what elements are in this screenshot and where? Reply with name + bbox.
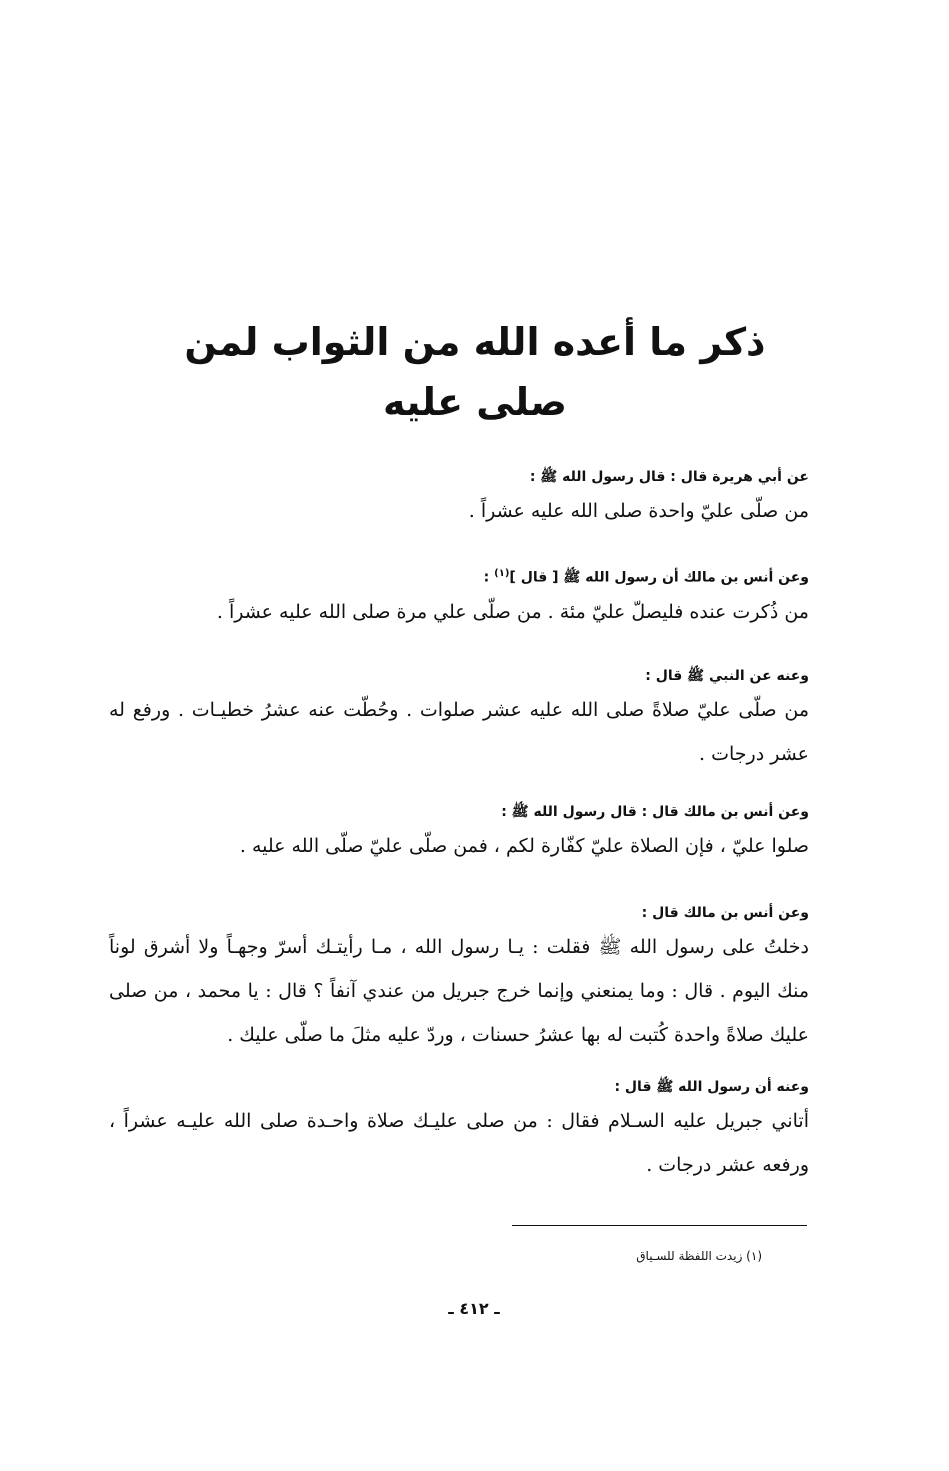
hadith-text: من صلّى عليّ صلاةً صلى الله عليه عشر صلوات . وحُطّت عنه عشرُ خطيـات . ورفع له عشر درجات .: [109, 699, 809, 765]
hadith-section-2: [109, 562, 809, 634]
intro-text: وعن أنس بن مالك أن رسول الله ﷺ [ قال ]: [509, 569, 809, 586]
hadith-section-3: [109, 664, 809, 776]
hadith-narration-intro: وعنه أن رسول الله ﷺ قال :: [614, 1079, 809, 1095]
hadith-text: من ذُكرت عنده فليصلّ عليّ مئة . من صلّى علي مرة صلى الله عليه عشراً .: [216, 600, 809, 623]
footnote-reference: (١): [494, 568, 510, 579]
hadith-text: أتاني جبريل عليه السـلام فقال : من صلى عليـك صلاة واحـدة صلى الله عليـه عشراً ، ورفعه عشر درجات .: [109, 1110, 809, 1176]
hadith-text: من صلّى عليّ واحدة صلى الله عليه عشراً .: [468, 500, 809, 522]
footnote-divider: [512, 1225, 807, 1226]
hadith-section-1: [109, 465, 809, 533]
hadith-narration-intro: وعن أنس بن مالك قال :: [641, 905, 809, 921]
hadith-text: دخلتُ على رسول الله ﷺ فقلت : يـا رسول الله ، مـا رأيتـك أسرّ وجهـاً ولا أشرق لوناً منك اليوم . قال : وما يمنعني وإنما خرج جبريل من عندي آنفاً ؟ قال : يا محمد ، من صلى عليك صلاةً واحدة كُتبت له بها عشرُ حسنات ، وردّ عليه مثلَ ما صلّى عليك .: [109, 936, 809, 1046]
hadith-narration-intro: وعنه عن النبي ﷺ قال :: [645, 668, 809, 684]
page-number: ـ ٤١٢ ـ: [448, 1299, 500, 1318]
page-title: ذكر ما أعده الله من الثواب لمن صلى عليه: [184, 320, 766, 424]
intro-end: :: [483, 569, 495, 586]
hadith-section-6: [109, 1075, 809, 1187]
hadith-narration-intro: وعن أنس بن مالك قال : قال رسول الله ﷺ :: [501, 804, 809, 820]
hadith-section-5: [109, 901, 809, 1057]
hadith-narration-intro: [109, 562, 809, 590]
hadith-narration-intro: عن أبي هريرة قال : قال رسول الله ﷺ :: [529, 469, 809, 485]
footnote: (١) زيدت اللفظة للسـياق: [636, 1249, 762, 1263]
hadith-text: صلوا عليّ ، فإن الصلاة عليّ كفّارة لكم ، فمن صلّى عليّ صلّى الله عليه .: [239, 835, 809, 857]
hadith-section-4: [109, 800, 809, 868]
